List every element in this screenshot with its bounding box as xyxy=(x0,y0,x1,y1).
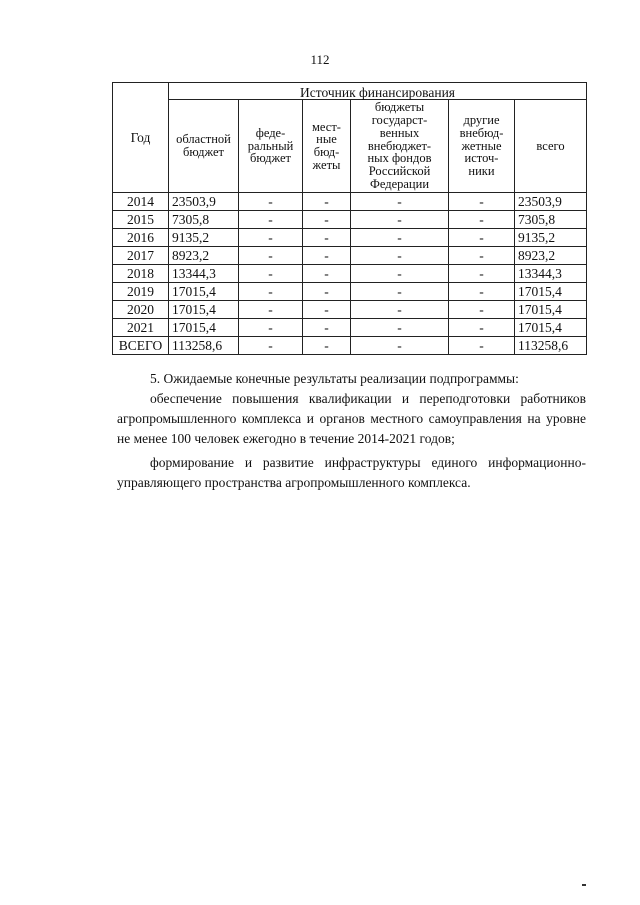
column-header-local: мест- ные бюд- жеты xyxy=(303,100,351,193)
financing-table xyxy=(112,82,587,355)
regional-cell: 9135,2 xyxy=(169,229,239,247)
year-cell: 2017 xyxy=(113,247,169,265)
federal-cell: - xyxy=(239,193,303,211)
year-cell: 2019 xyxy=(113,283,169,301)
total-cell: 17015,4 xyxy=(515,283,587,301)
regional-cell: 23503,9 xyxy=(169,193,239,211)
funds-cell: - xyxy=(351,193,449,211)
total-cell: 9135,2 xyxy=(515,229,587,247)
local-cell: - xyxy=(303,265,351,283)
regional-cell: 17015,4 xyxy=(169,283,239,301)
table-total-row xyxy=(113,337,587,355)
table-row xyxy=(113,229,587,247)
expected-results-section xyxy=(117,369,586,493)
other-cell: - xyxy=(449,319,515,337)
page-number: 112 xyxy=(310,52,330,67)
table-row xyxy=(113,211,587,229)
federal-cell: - xyxy=(239,211,303,229)
other-cell: - xyxy=(449,247,515,265)
column-header-other: другие внебюд- жетные источ- ники xyxy=(449,100,515,193)
federal-cell: - xyxy=(239,301,303,319)
column-header-federal: феде- ральный бюджет xyxy=(239,100,303,193)
funds-cell: - xyxy=(351,247,449,265)
column-header-regional: областной бюджет xyxy=(169,100,239,193)
funds-cell: - xyxy=(351,283,449,301)
year-column-header: Год xyxy=(113,83,169,193)
funds-cell: - xyxy=(351,319,449,337)
year-cell: 2020 xyxy=(113,301,169,319)
table-row xyxy=(113,283,587,301)
year-cell: 2016 xyxy=(113,229,169,247)
other-cell: - xyxy=(449,337,515,355)
total-cell: 17015,4 xyxy=(515,319,587,337)
result-paragraph: формирование и развитие инфраструктуры единого информационно-управляющего пространства агропромышленного комплекса. xyxy=(117,455,586,490)
other-cell: - xyxy=(449,301,515,319)
funds-cell: - xyxy=(351,229,449,247)
column-header-total: всего xyxy=(515,100,587,193)
year-cell: 2021 xyxy=(113,319,169,337)
other-cell: - xyxy=(449,265,515,283)
federal-cell: - xyxy=(239,283,303,301)
other-cell: - xyxy=(449,211,515,229)
regional-cell: 17015,4 xyxy=(169,301,239,319)
table-row xyxy=(113,193,587,211)
funds-cell: - xyxy=(351,301,449,319)
page-corner-mark xyxy=(582,884,586,886)
result-paragraph: обеспечение повышения квалификации и переподготовки работников агропромышленного комплекса и органов местного самоуправления на уровне не менее 100 человек ежегодно в течение 2014-2021 годов; xyxy=(117,391,586,446)
table-row xyxy=(113,319,587,337)
federal-cell: - xyxy=(239,319,303,337)
regional-cell: 7305,8 xyxy=(169,211,239,229)
total-cell: 8923,2 xyxy=(515,247,587,265)
local-cell: - xyxy=(303,247,351,265)
table-row xyxy=(113,247,587,265)
regional-cell: 17015,4 xyxy=(169,319,239,337)
year-cell: 2015 xyxy=(113,211,169,229)
federal-cell: - xyxy=(239,229,303,247)
local-cell: - xyxy=(303,193,351,211)
year-cell: ВСЕГО xyxy=(113,337,169,355)
funds-cell: - xyxy=(351,337,449,355)
financing-source-header: Источник финансирования xyxy=(169,83,587,100)
local-cell: - xyxy=(303,301,351,319)
section-heading: 5. Ожидаемые конечные результаты реализации подпрограммы: xyxy=(150,371,519,386)
year-cell: 2014 xyxy=(113,193,169,211)
regional-cell: 13344,3 xyxy=(169,265,239,283)
total-cell: 113258,6 xyxy=(515,337,587,355)
table-header-row xyxy=(113,83,587,100)
funds-cell: - xyxy=(351,211,449,229)
total-cell: 23503,9 xyxy=(515,193,587,211)
federal-cell: - xyxy=(239,337,303,355)
regional-cell: 8923,2 xyxy=(169,247,239,265)
table-row xyxy=(113,301,587,319)
column-header-state-funds: бюджеты государст- венных внебюджет- ных фондов Российской Федерации xyxy=(351,100,449,193)
year-cell: 2018 xyxy=(113,265,169,283)
funds-cell: - xyxy=(351,265,449,283)
total-cell: 7305,8 xyxy=(515,211,587,229)
local-cell: - xyxy=(303,283,351,301)
other-cell: - xyxy=(449,283,515,301)
local-cell: - xyxy=(303,229,351,247)
regional-cell: 113258,6 xyxy=(169,337,239,355)
local-cell: - xyxy=(303,319,351,337)
federal-cell: - xyxy=(239,265,303,283)
other-cell: - xyxy=(449,193,515,211)
total-cell: 13344,3 xyxy=(515,265,587,283)
local-cell: - xyxy=(303,337,351,355)
other-cell: - xyxy=(449,229,515,247)
total-cell: 17015,4 xyxy=(515,301,587,319)
table-row xyxy=(113,265,587,283)
federal-cell: - xyxy=(239,247,303,265)
table-subheader-row xyxy=(113,100,587,193)
local-cell: - xyxy=(303,211,351,229)
